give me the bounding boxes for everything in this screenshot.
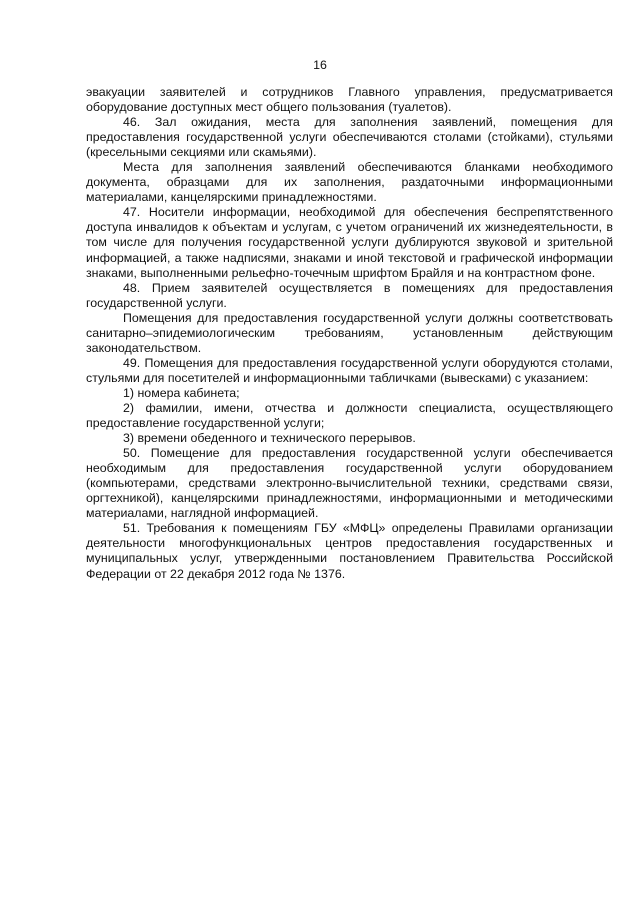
list-item-room-number: 1) номера кабинета;: [123, 385, 240, 400]
list-item-break-time: 3) времени обеденного и технического перерывов.: [123, 431, 416, 446]
paragraph-premises-requirements: Помещения для предоставления государственной услуги должны соответствовать санитарно–эпидемиологическим требованиям, установленным действующим законодательством.: [86, 310, 613, 355]
paragraph-application-places: Места для заполнения заявлений обеспечиваются бланками необходимого документа, образцами для их заполнения, раздаточными информационными материалами, канцелярскими принадлежностями.: [86, 160, 613, 205]
paragraph-evacuation-continuation: эвакуации заявителей и сотрудников Главного управления, предусматривается оборудование доступных мест общего пользования (туалетов).: [86, 85, 613, 115]
paragraph-47-accessibility: 47. Носители информации, необходимой для обеспечения беспрепятственного доступа инвалидов к объектам и услугам, с учетом ограничений их жизнедеятельности, в том числе для получения государственной услуги дублируются звуковой и зрительной информацией, а также надписями, знаками и иной текстовой и графической информации знаками, выполненными рельефно-точечным шрифтом Брайля и на контрастном фоне.: [86, 205, 613, 280]
document-body: [86, 85, 613, 582]
paragraph-49-premises-equipment: 49. Помещения для предоставления государственной услуги оборудуются столами, стульями для посетителей и информационными табличками (вывесками) с указанием:: [86, 355, 613, 385]
paragraph-46-waiting-hall: 46. Зал ожидания, места для заполнения заявлений, помещения для предоставления государственной услуги обеспечиваются столами (стойками), стульями (кресельными секциями или скамьями).: [86, 115, 613, 160]
paragraph-48-reception: 48. Прием заявителей осуществляется в помещениях для предоставления государственной услуги.: [86, 280, 613, 310]
paragraph-50-equipment: 50. Помещение для предоставления государственной услуги обеспечивается необходимым для предоставления государственной услуги оборудованием (компьютерами, средствами электронно-вычислительной техники, средствами связи, оргтехникой), канцелярскими принадлежностями, информационными и методическими материалами, наглядной информацией.: [86, 446, 613, 521]
paragraph-51-mfc-requirements: 51. Требования к помещениям ГБУ «МФЦ» определены Правилами организации деятельности многофункциональных центров предоставления государственных и муниципальных услуг, утвержденными постановлением Правительства Российской Федерации от 22 декабря 2012 года № 1376.: [86, 521, 613, 581]
page-number: 16: [313, 58, 327, 72]
list-item-specialist-details: 2) фамилии, имени, отчества и должности специалиста, осуществляющего предоставление государственной услуги;: [86, 400, 613, 431]
